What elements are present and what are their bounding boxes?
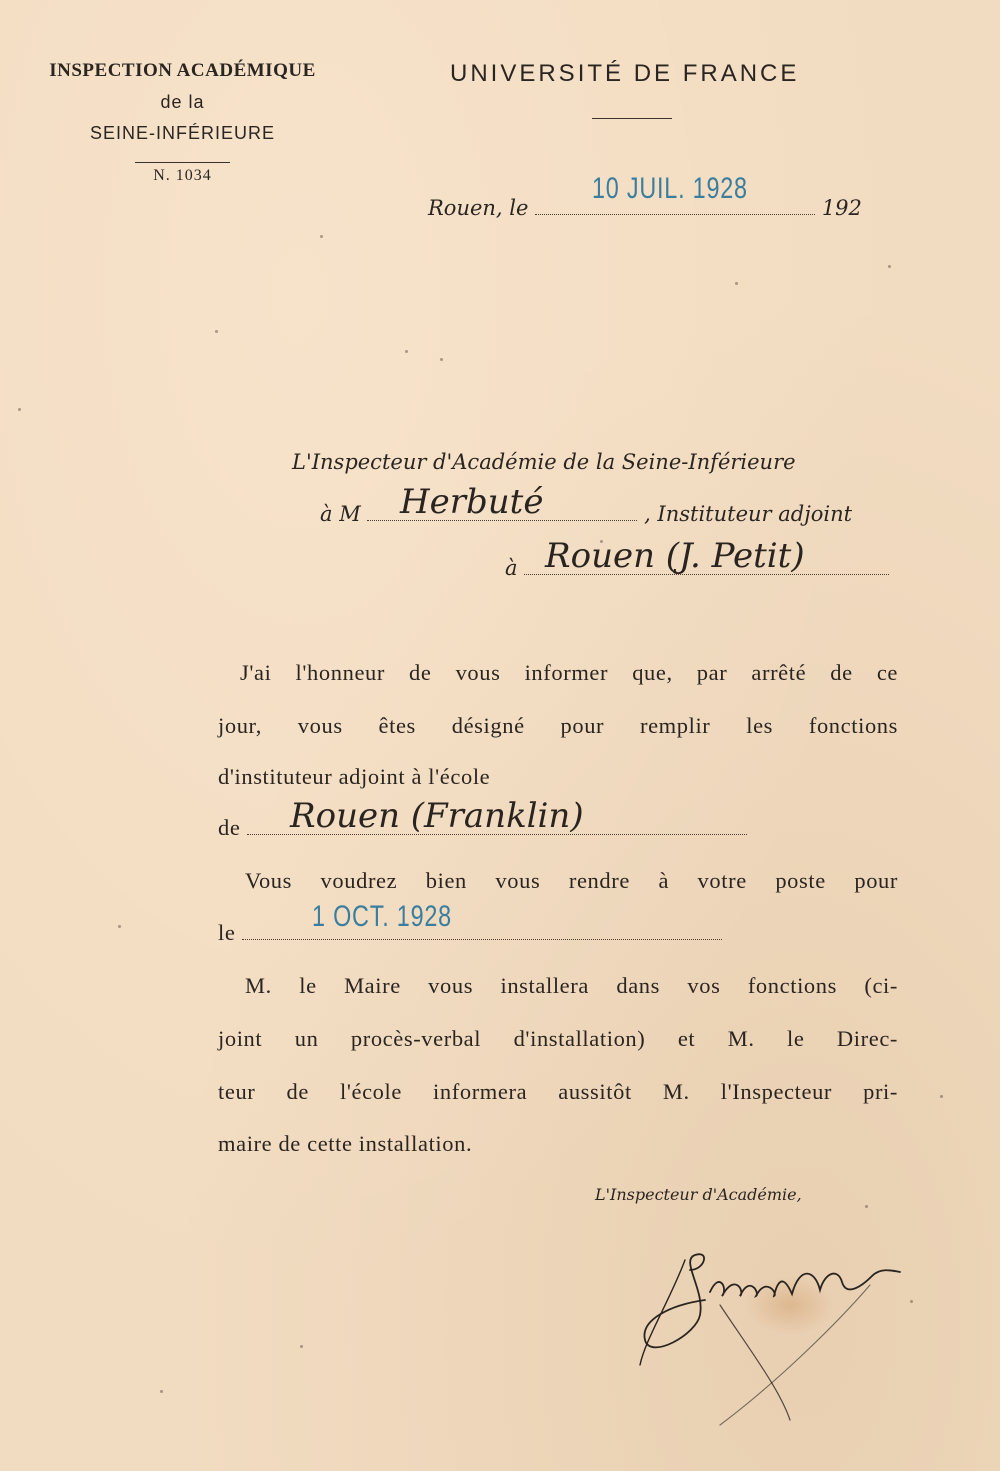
paper-speck	[888, 265, 891, 268]
paper-speck	[405, 350, 408, 353]
body-line: teur de l'école informera aussitôt M. l'Inspecteur pri-	[218, 1079, 898, 1104]
school-prefix: de	[218, 815, 241, 840]
reference-number: N. 1034	[153, 167, 212, 184]
office-name: INSPECTION ACADÉMIQUE	[49, 60, 316, 81]
issuing-office-block	[40, 60, 325, 185]
report-date-line	[218, 920, 722, 946]
paper-speck	[215, 330, 218, 333]
body-line: joint un procès-verbal d'installation) et M. le Direc-	[218, 1026, 898, 1051]
paper-speck	[160, 1390, 163, 1393]
paper-speck	[735, 282, 738, 285]
date-place-prefix: Rouen, le	[428, 196, 529, 220]
sender-line: L'Inspecteur d'Académie de la Seine-Inférieure	[292, 450, 796, 474]
body-line: d'instituteur adjoint à l'école	[218, 764, 491, 789]
body-line: maire de cette installation.	[218, 1131, 473, 1156]
body-line: J'ai l'honneur de vous informer que, par arrêté de ce	[240, 660, 898, 685]
report-date-stamp: 1 OCT. 1928	[312, 900, 452, 933]
body-line: Vous voudrez bien vous rendre à votre poste pour	[245, 868, 898, 893]
school-name-handwritten: Rouen (Franklin)	[290, 796, 584, 836]
post-place-handwritten: Rouen (J. Petit)	[545, 536, 805, 576]
university-divider	[592, 118, 672, 119]
body-line: jour, vous êtes désigné pour remplir les fonctions	[218, 713, 898, 738]
paper-speck	[440, 358, 443, 361]
paper-speck	[118, 925, 121, 928]
office-connector: de la	[160, 92, 205, 112]
paper-speck	[865, 1205, 868, 1208]
university-title: UNIVERSITÉ DE FRANCE	[450, 60, 800, 87]
date-dotted-line	[535, 214, 815, 215]
report-date-prefix: le	[218, 920, 236, 945]
date-stamp: 10 JUIL. 1928	[592, 172, 748, 205]
report-date-dotted-line	[242, 939, 722, 940]
body-line: M. le Maire vous installera dans vos fonctions (ci-	[245, 973, 898, 998]
signature-title: L'Inspecteur d'Académie,	[595, 1185, 802, 1204]
recipient-prefix: à M	[320, 502, 361, 526]
post-place-prefix: à	[505, 556, 518, 580]
office-department: SEINE-INFÉRIEURE	[89, 123, 276, 143]
paper-speck	[300, 1345, 303, 1348]
recipient-name-handwritten: Herbuté	[400, 482, 544, 522]
date-year-suffix: 192	[821, 196, 862, 220]
office-divider	[135, 162, 230, 163]
signature-scrawl	[610, 1230, 910, 1430]
recipient-title: , Instituteur adjoint	[644, 502, 853, 526]
paper-speck	[320, 235, 323, 238]
paper-speck	[910, 1300, 913, 1303]
paper-speck	[940, 1095, 943, 1098]
paper-speck	[18, 408, 21, 411]
